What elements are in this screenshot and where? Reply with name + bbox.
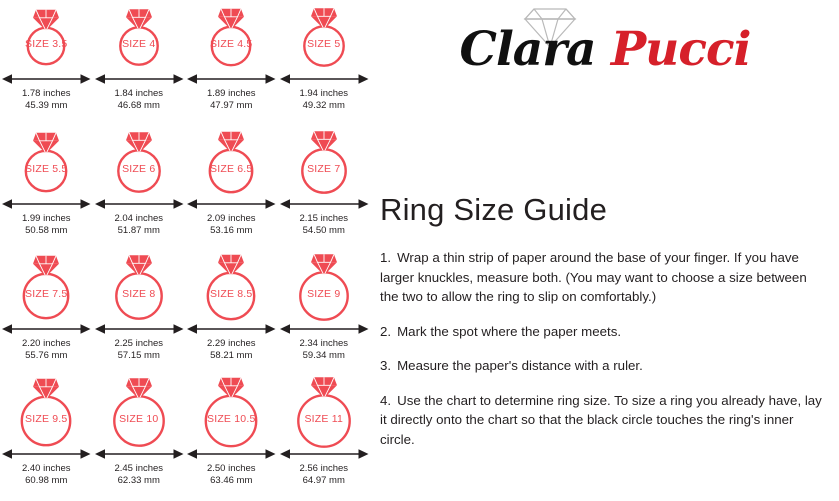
measurement-mm: 55.76 mm bbox=[25, 349, 68, 361]
ring-size-label: SIZE 5 bbox=[307, 38, 341, 50]
measurement-mm: 60.98 mm bbox=[25, 474, 68, 486]
ring-size-cell bbox=[278, 250, 371, 375]
diameter-arrow bbox=[278, 197, 371, 211]
diameter-arrow bbox=[278, 72, 371, 86]
ring-illustration bbox=[278, 0, 371, 72]
ring-illustration bbox=[185, 250, 278, 322]
step-text: Measure the paper's distance with a ruler. bbox=[397, 358, 643, 373]
ring-illustration bbox=[278, 250, 371, 322]
diameter-arrow bbox=[93, 197, 186, 211]
ring-illustration bbox=[185, 125, 278, 197]
measurement-mm: 63.46 mm bbox=[210, 474, 253, 486]
instruction-step bbox=[380, 391, 826, 450]
ring-size-label: SIZE 5.5 bbox=[25, 163, 68, 175]
measurement-text bbox=[185, 213, 278, 236]
diameter-arrow bbox=[0, 447, 93, 461]
measurement-text bbox=[185, 463, 278, 486]
step-text: Wrap a thin strip of paper around the base of your finger. If you have larger knuckles, measure both. (You may want to choose a size between the two to allow the ring to slip on comfortably.) bbox=[380, 250, 807, 304]
measurement-text bbox=[93, 463, 186, 486]
measurement-inches: 2.09 inches bbox=[206, 213, 256, 224]
ring-size-label: SIZE 8.5 bbox=[210, 288, 253, 300]
measurement-mm: 53.16 mm bbox=[210, 224, 253, 236]
measurement-mm: 45.39 mm bbox=[25, 99, 68, 111]
measurement-inches: 2.15 inches bbox=[299, 213, 349, 224]
step-number: 4. bbox=[380, 392, 392, 408]
ring-size-label: SIZE 10.5 bbox=[207, 413, 256, 425]
chart-row bbox=[0, 375, 370, 500]
ring-size-label: SIZE 6 bbox=[122, 163, 156, 175]
diameter-arrow bbox=[0, 72, 93, 86]
ring-illustration bbox=[93, 0, 186, 72]
measurement-mm: 64.97 mm bbox=[302, 474, 345, 486]
brand-name-second: Pucci bbox=[610, 22, 751, 77]
measurement-mm: 49.32 mm bbox=[302, 99, 345, 111]
measurement-inches: 2.04 inches bbox=[114, 213, 164, 224]
measurement-inches: 2.45 inches bbox=[114, 463, 164, 474]
measurement-text bbox=[185, 338, 278, 361]
ring-illustration bbox=[278, 375, 371, 447]
ring-size-cell bbox=[278, 375, 371, 500]
ring-illustration bbox=[93, 125, 186, 197]
measurement-mm: 50.58 mm bbox=[25, 224, 68, 236]
diameter-arrow bbox=[93, 447, 186, 461]
measurement-mm: 62.33 mm bbox=[117, 474, 160, 486]
ring-size-cell bbox=[0, 250, 93, 375]
ring-size-label: SIZE 8 bbox=[122, 288, 156, 300]
chart-row bbox=[0, 250, 370, 375]
measurement-text bbox=[93, 88, 186, 111]
ring-size-cell bbox=[93, 250, 186, 375]
ring-size-cell bbox=[278, 0, 371, 125]
measurement-text bbox=[93, 213, 186, 236]
measurement-mm: 51.87 mm bbox=[117, 224, 160, 236]
ring-illustration bbox=[0, 375, 93, 447]
measurement-text bbox=[278, 88, 371, 111]
measurement-inches: 1.94 inches bbox=[299, 88, 349, 99]
measurement-inches: 1.84 inches bbox=[114, 88, 164, 99]
measurement-text bbox=[0, 213, 93, 236]
diameter-arrow bbox=[278, 322, 371, 336]
diameter-arrow bbox=[93, 322, 186, 336]
measurement-mm: 59.34 mm bbox=[302, 349, 345, 361]
measurement-text bbox=[0, 338, 93, 361]
ring-size-label: SIZE 4 bbox=[122, 38, 156, 50]
measurement-inches: 2.25 inches bbox=[114, 338, 164, 349]
chart-row bbox=[0, 0, 370, 125]
step-number: 1. bbox=[380, 250, 392, 265]
ring-size-cell bbox=[185, 250, 278, 375]
diameter-arrow bbox=[185, 197, 278, 211]
ring-illustration bbox=[0, 250, 93, 322]
ring-size-cell bbox=[0, 375, 93, 500]
diameter-arrow bbox=[185, 72, 278, 86]
step-number: 3. bbox=[380, 358, 392, 373]
ring-size-cell bbox=[93, 0, 186, 125]
instruction-step bbox=[380, 356, 826, 376]
measurement-inches: 1.89 inches bbox=[206, 88, 256, 99]
ring-size-cell bbox=[278, 125, 371, 250]
measurement-inches: 2.20 inches bbox=[21, 338, 71, 349]
brand-name bbox=[380, 22, 830, 77]
step-text: Mark the spot where the paper meets. bbox=[397, 323, 622, 339]
guide-panel bbox=[370, 0, 839, 501]
ring-size-label: SIZE 7.5 bbox=[25, 288, 68, 300]
diameter-arrow bbox=[93, 72, 186, 86]
ring-illustration bbox=[93, 250, 186, 322]
diameter-arrow bbox=[0, 197, 93, 211]
measurement-inches: 2.29 inches bbox=[206, 338, 256, 349]
step-text: Use the chart to determine ring size. To size a ring you already have, lay it directly onto the chart so that the black circle touches the ring's inner circle. bbox=[380, 392, 822, 447]
page-title: Ring Size Guide bbox=[380, 192, 608, 227]
diameter-arrow bbox=[278, 447, 371, 461]
measurement-mm: 58.21 mm bbox=[210, 349, 253, 361]
ring-illustration bbox=[278, 125, 371, 197]
measurement-mm: 57.15 mm bbox=[117, 349, 160, 361]
ring-illustration bbox=[185, 0, 278, 72]
measurement-inches: 2.50 inches bbox=[206, 463, 256, 474]
measurement-inches: 2.56 inches bbox=[299, 463, 349, 474]
instruction-list bbox=[380, 248, 826, 464]
ring-size-label: SIZE 6.5 bbox=[210, 163, 253, 175]
measurement-text bbox=[278, 213, 371, 236]
ring-size-label: SIZE 7 bbox=[307, 163, 341, 175]
ring-size-label: SIZE 9.5 bbox=[25, 413, 68, 425]
ring-size-chart bbox=[0, 0, 370, 501]
ring-illustration bbox=[0, 125, 93, 197]
ring-size-label: SIZE 10 bbox=[119, 413, 159, 425]
measurement-mm: 47.97 mm bbox=[210, 99, 253, 111]
ring-size-cell bbox=[185, 125, 278, 250]
ring-size-cell bbox=[0, 0, 93, 125]
ring-size-cell bbox=[185, 0, 278, 125]
measurement-text bbox=[0, 88, 93, 111]
ring-size-cell bbox=[0, 125, 93, 250]
ring-size-label: SIZE 3.5 bbox=[25, 38, 68, 50]
diameter-arrow bbox=[185, 447, 278, 461]
ring-illustration bbox=[0, 0, 93, 72]
ring-illustration bbox=[93, 375, 186, 447]
diameter-arrow bbox=[185, 322, 278, 336]
measurement-text bbox=[185, 88, 278, 111]
measurement-mm: 46.68 mm bbox=[117, 99, 160, 111]
ring-size-label: SIZE 9 bbox=[307, 288, 341, 300]
ring-size-label: SIZE 11 bbox=[304, 413, 344, 425]
ring-size-cell bbox=[93, 125, 186, 250]
measurement-inches: 2.34 inches bbox=[299, 338, 349, 349]
diameter-arrow bbox=[0, 322, 93, 336]
ring-size-label: SIZE 4.5 bbox=[210, 38, 253, 50]
ring-illustration bbox=[185, 375, 278, 447]
measurement-inches: 1.78 inches bbox=[21, 88, 71, 99]
instruction-step bbox=[380, 322, 826, 342]
measurement-text bbox=[0, 463, 93, 486]
measurement-text bbox=[278, 338, 371, 361]
ring-size-cell bbox=[185, 375, 278, 500]
measurement-mm: 54.50 mm bbox=[302, 224, 345, 236]
chart-row bbox=[0, 125, 370, 250]
brand-logo bbox=[370, 0, 839, 105]
brand-name-first: Clara bbox=[459, 22, 596, 77]
measurement-text bbox=[278, 463, 371, 486]
instruction-step bbox=[380, 248, 826, 307]
measurement-inches: 2.40 inches bbox=[21, 463, 71, 474]
ring-size-cell bbox=[93, 375, 186, 500]
measurement-inches: 1.99 inches bbox=[21, 213, 71, 224]
step-number: 2. bbox=[380, 323, 392, 339]
measurement-text bbox=[93, 338, 186, 361]
